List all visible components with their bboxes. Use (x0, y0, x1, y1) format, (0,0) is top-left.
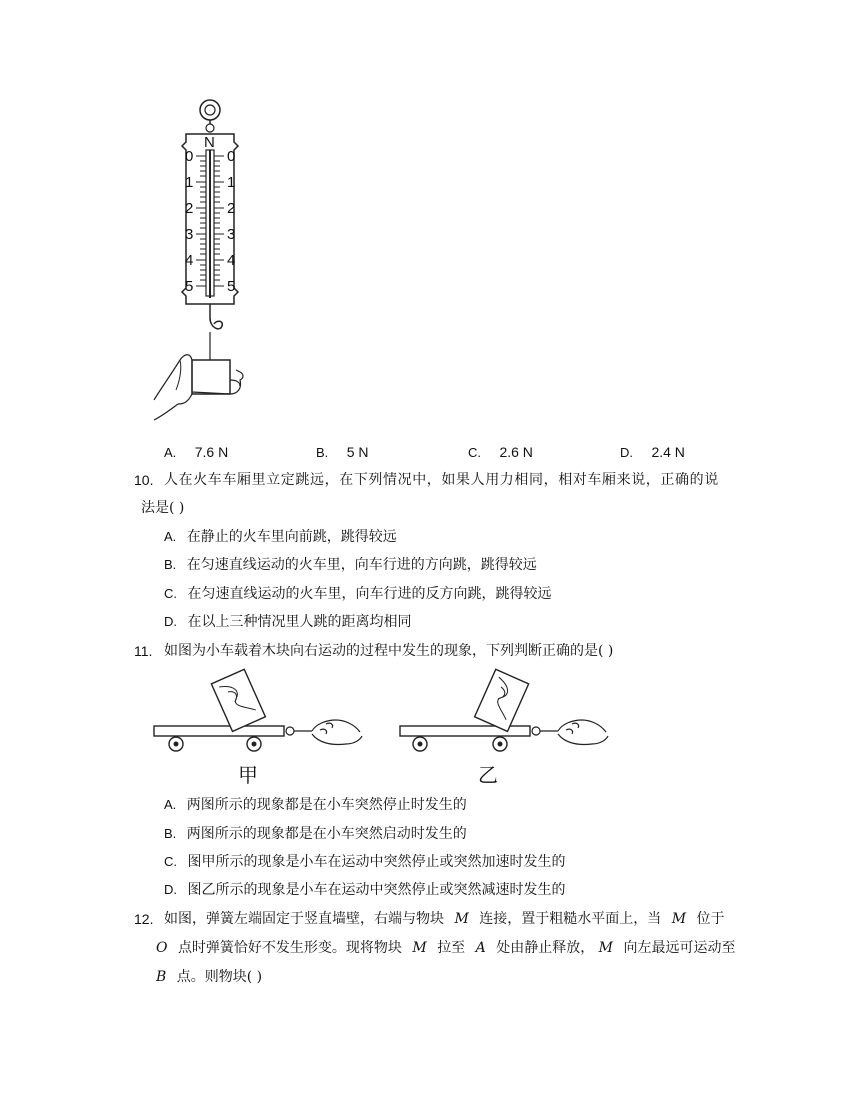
option-text: 在匀速直线运动的火车里，向车行进的反方向跳，跳得较远 (187, 586, 552, 602)
option-text: 5 N (346, 444, 369, 460)
q10-stem-line2: 法是( ) (141, 500, 185, 516)
fig-label-yi: 乙 (478, 763, 498, 787)
option-letter: C. (468, 445, 481, 460)
q10-option-a[interactable] (164, 527, 397, 547)
q11-option-d[interactable] (164, 880, 565, 900)
option-text: 两图所示的现象都是在小车突然启动时发生的 (186, 826, 467, 842)
option-letter: B. (316, 445, 329, 460)
q12-text: 位于 (696, 911, 725, 927)
hanging-ring (200, 100, 220, 120)
option-text: 2.6 N (499, 444, 533, 460)
q11-option-b[interactable] (164, 824, 467, 844)
scale-left-5: 5 (185, 278, 194, 295)
q12-number: 12. (134, 911, 154, 927)
q10-option-b[interactable] (164, 555, 537, 575)
q12-text: 拉至 (437, 940, 466, 956)
var-b: B (156, 969, 167, 985)
option-letter: A. (164, 445, 177, 460)
q10-option-d[interactable] (164, 612, 411, 632)
q12-text: 向左最远可运动至 (623, 940, 736, 956)
option-letter: D. (164, 882, 177, 897)
var-m: M (671, 911, 687, 927)
hook (210, 318, 222, 329)
q12-line3 (156, 967, 262, 987)
var-m: M (454, 911, 469, 927)
q10-stem-line1: 人在火车车厢里立定跳远，在下列情况中，如果人用力相同，相对车厢来说，正确的说 (164, 472, 719, 488)
q9-option-a[interactable] (164, 442, 228, 463)
q12-text: 点。则物块( ) (176, 969, 263, 985)
var-a: A (475, 940, 486, 956)
wood-block (475, 669, 529, 731)
scale-left (185, 144, 197, 300)
q12-text: 如图，弹簧左端固定于竖直墙壁，右端与物块 (164, 911, 444, 927)
cart-figure-yi (396, 668, 616, 758)
option-letter: C. (164, 854, 177, 869)
q11-stem: 如图为小车载着木块向右运动的过程中发生的现象，下列判断正确的是( ) (164, 643, 614, 659)
scale-right-0: 0 (227, 148, 236, 165)
option-text: 在匀速直线运动的火车里，向车行进的方向跳，跳得较远 (186, 557, 537, 573)
option-letter: D. (164, 614, 177, 629)
q10-number: 10. (134, 472, 154, 488)
q11-option-a[interactable] (164, 795, 467, 815)
option-text: 2.4 N (651, 444, 685, 460)
q9-option-c[interactable] (468, 442, 533, 463)
option-text: 在静止的火车里向前跳，跳得较远 (186, 529, 397, 545)
hand-pulling (312, 720, 362, 745)
q9-option-b[interactable] (316, 442, 369, 463)
option-letter: A. (164, 797, 177, 812)
scale-right-5: 5 (227, 278, 236, 295)
option-letter: D. (620, 445, 633, 460)
q11-option-c[interactable] (164, 852, 565, 872)
scale-left-0: 0 (185, 148, 194, 165)
q11-number: 11. (134, 643, 153, 659)
option-letter: B. (164, 557, 177, 572)
wood-block (211, 669, 265, 731)
option-text: 两图所示的现象都是在小车突然停止时发生的 (186, 797, 467, 813)
hand-pulling (558, 720, 608, 745)
option-letter: C. (164, 586, 177, 601)
option-letter: B. (164, 826, 177, 841)
option-text: 7.6 N (194, 444, 229, 460)
scale-right (227, 144, 239, 300)
option-text: 图甲所示的现象是小车在运动中突然停止或突然加速时发生的 (187, 854, 566, 870)
option-text: 在以上三种情况里人跳的距离均相同 (187, 614, 412, 630)
scale-right-4: 4 (227, 252, 236, 269)
var-m: M (412, 940, 427, 956)
fig-label-jia: 甲 (238, 763, 258, 787)
scale-left-3: 3 (185, 226, 194, 243)
q12-text: 处由静止释放， (496, 940, 595, 956)
q12-line1 (164, 909, 725, 929)
q9-option-d[interactable] (620, 442, 685, 463)
cart-board (400, 726, 530, 736)
q12-text: 连接，置于粗糙水平面上，当 (479, 911, 662, 927)
scale-right-2: 2 (227, 200, 236, 217)
cart-figure-jia (150, 668, 370, 758)
q12-line2 (156, 938, 735, 958)
q10-option-c[interactable] (164, 584, 551, 604)
cart-board (154, 726, 284, 736)
scale-left-4: 4 (185, 252, 194, 269)
option-text: 图乙所示的现象是小车在运动中突然停止或突然减速时发生的 (187, 882, 566, 898)
gauge-unit-label: N (204, 134, 215, 151)
scale-right-3: 3 (227, 226, 236, 243)
scale-left-2: 2 (185, 200, 194, 217)
var-m: M (598, 940, 614, 956)
q12-text: 点时弹簧恰好不发生形变。现将物块 (177, 940, 402, 956)
scale-left-1: 1 (185, 174, 194, 191)
weight-block (192, 360, 230, 394)
scale-right-1: 1 (227, 174, 236, 191)
var-o: O (156, 940, 168, 956)
option-letter: A. (164, 529, 177, 544)
